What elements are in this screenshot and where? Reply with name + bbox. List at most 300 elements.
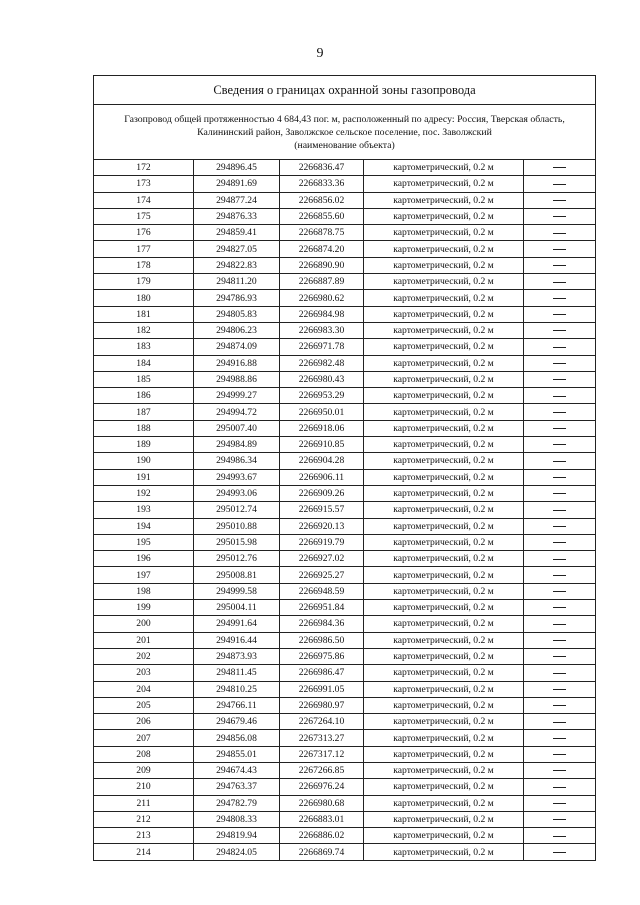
table-title: Сведения о границах охранной зоны газопровода bbox=[94, 76, 596, 105]
method-cell: картометрический, 0.2 м bbox=[364, 632, 524, 648]
dash-mark bbox=[553, 167, 566, 168]
y-coordinate-cell: 2266927.02 bbox=[280, 551, 364, 567]
x-coordinate-cell: 294811.20 bbox=[194, 274, 280, 290]
description-cell bbox=[524, 437, 596, 453]
x-coordinate-cell: 294810.25 bbox=[194, 681, 280, 697]
point-number-cell: 213 bbox=[94, 828, 194, 844]
dash-mark bbox=[553, 461, 566, 462]
y-coordinate-cell: 2267264.10 bbox=[280, 714, 364, 730]
dash-mark bbox=[553, 673, 566, 674]
x-coordinate-cell: 294763.37 bbox=[194, 779, 280, 795]
table-row bbox=[94, 306, 596, 322]
point-number-cell: 193 bbox=[94, 502, 194, 518]
page-number: 9 bbox=[316, 46, 324, 61]
method-cell: картометрический, 0.2 м bbox=[364, 795, 524, 811]
point-number-cell: 209 bbox=[94, 762, 194, 778]
method-cell: картометрический, 0.2 м bbox=[364, 355, 524, 371]
dash-mark bbox=[553, 803, 566, 804]
description-cell bbox=[524, 746, 596, 762]
dash-mark bbox=[553, 510, 566, 511]
dash-mark bbox=[553, 542, 566, 543]
description-line-3: (наименование объекта) bbox=[294, 139, 395, 151]
description-cell bbox=[524, 779, 596, 795]
method-cell: картометрический, 0.2 м bbox=[364, 160, 524, 176]
description-cell bbox=[524, 828, 596, 844]
table-row bbox=[94, 746, 596, 762]
dash-mark bbox=[553, 347, 566, 348]
x-coordinate-cell: 294993.06 bbox=[194, 485, 280, 501]
description-line-1: Газопровод общей протяженностью 4 684,43 пог. м, расположенный по адресу: Россия, Тверская область, bbox=[124, 113, 565, 125]
point-number-cell: 211 bbox=[94, 795, 194, 811]
description-cell bbox=[524, 616, 596, 632]
table-row bbox=[94, 632, 596, 648]
table-row bbox=[94, 730, 596, 746]
description-cell bbox=[524, 730, 596, 746]
method-cell: картометрический, 0.2 м bbox=[364, 208, 524, 224]
y-coordinate-cell: 2266915.57 bbox=[280, 502, 364, 518]
table-body bbox=[94, 160, 596, 861]
description-cell bbox=[524, 192, 596, 208]
y-coordinate-cell: 2266983.30 bbox=[280, 322, 364, 338]
table-title-row bbox=[94, 76, 596, 105]
method-cell: картометрический, 0.2 м bbox=[364, 420, 524, 436]
y-coordinate-cell: 2266991.05 bbox=[280, 681, 364, 697]
table-row bbox=[94, 485, 596, 501]
description-cell bbox=[524, 371, 596, 387]
point-number-cell: 173 bbox=[94, 176, 194, 192]
y-coordinate-cell: 2266887.89 bbox=[280, 274, 364, 290]
dash-mark bbox=[553, 559, 566, 560]
dash-mark bbox=[553, 265, 566, 266]
table-row bbox=[94, 502, 596, 518]
table-row bbox=[94, 437, 596, 453]
x-coordinate-cell: 294855.01 bbox=[194, 746, 280, 762]
y-coordinate-cell: 2266971.78 bbox=[280, 339, 364, 355]
x-coordinate-cell: 295007.40 bbox=[194, 420, 280, 436]
dash-mark bbox=[553, 575, 566, 576]
point-number-cell: 182 bbox=[94, 322, 194, 338]
dash-mark bbox=[553, 787, 566, 788]
method-cell: картометрический, 0.2 м bbox=[364, 697, 524, 713]
table-row bbox=[94, 697, 596, 713]
description-cell bbox=[524, 176, 596, 192]
dash-mark bbox=[553, 656, 566, 657]
boundary-table bbox=[93, 75, 596, 861]
description-cell bbox=[524, 274, 596, 290]
y-coordinate-cell: 2266890.90 bbox=[280, 257, 364, 273]
description-cell bbox=[524, 697, 596, 713]
description-cell bbox=[524, 388, 596, 404]
description-cell bbox=[524, 257, 596, 273]
dash-mark bbox=[553, 298, 566, 299]
y-coordinate-cell: 2266878.75 bbox=[280, 225, 364, 241]
y-coordinate-cell: 2266980.62 bbox=[280, 290, 364, 306]
description-line-2: Калининский район, Заволжское сельское поселение, пос. Заволжский bbox=[197, 126, 492, 138]
x-coordinate-cell: 294876.33 bbox=[194, 208, 280, 224]
point-number-cell: 177 bbox=[94, 241, 194, 257]
method-cell: картометрический, 0.2 м bbox=[364, 811, 524, 827]
point-number-cell: 200 bbox=[94, 616, 194, 632]
description-cell bbox=[524, 502, 596, 518]
method-cell: картометрический, 0.2 м bbox=[364, 388, 524, 404]
table-row bbox=[94, 453, 596, 469]
description-cell bbox=[524, 811, 596, 827]
description-cell bbox=[524, 714, 596, 730]
table-row bbox=[94, 469, 596, 485]
method-cell: картометрический, 0.2 м bbox=[364, 551, 524, 567]
dash-mark bbox=[553, 607, 566, 608]
description-cell bbox=[524, 306, 596, 322]
method-cell: картометрический, 0.2 м bbox=[364, 534, 524, 550]
x-coordinate-cell: 294822.83 bbox=[194, 257, 280, 273]
method-cell: картометрический, 0.2 м bbox=[364, 371, 524, 387]
x-coordinate-cell: 294766.11 bbox=[194, 697, 280, 713]
method-cell: картометрический, 0.2 м bbox=[364, 404, 524, 420]
method-cell: картометрический, 0.2 м bbox=[364, 225, 524, 241]
table-row bbox=[94, 665, 596, 681]
point-number-cell: 178 bbox=[94, 257, 194, 273]
description-cell bbox=[524, 648, 596, 664]
dash-mark bbox=[553, 640, 566, 641]
table-row bbox=[94, 616, 596, 632]
point-number-cell: 192 bbox=[94, 485, 194, 501]
method-cell: картометрический, 0.2 м bbox=[364, 730, 524, 746]
description-cell bbox=[524, 567, 596, 583]
table-row bbox=[94, 225, 596, 241]
x-coordinate-cell: 294993.67 bbox=[194, 469, 280, 485]
point-number-cell: 190 bbox=[94, 453, 194, 469]
point-number-cell: 191 bbox=[94, 469, 194, 485]
description-cell bbox=[524, 404, 596, 420]
y-coordinate-cell: 2267317.12 bbox=[280, 746, 364, 762]
x-coordinate-cell: 295010.88 bbox=[194, 518, 280, 534]
y-coordinate-cell: 2266976.24 bbox=[280, 779, 364, 795]
dash-mark bbox=[553, 493, 566, 494]
x-coordinate-cell: 294877.24 bbox=[194, 192, 280, 208]
x-coordinate-cell: 294808.33 bbox=[194, 811, 280, 827]
method-cell: картометрический, 0.2 м bbox=[364, 518, 524, 534]
x-coordinate-cell: 294991.64 bbox=[194, 616, 280, 632]
y-coordinate-cell: 2266951.84 bbox=[280, 600, 364, 616]
table-row bbox=[94, 518, 596, 534]
x-coordinate-cell: 295004.11 bbox=[194, 600, 280, 616]
object-description bbox=[94, 105, 596, 160]
method-cell: картометрический, 0.2 м bbox=[364, 469, 524, 485]
x-coordinate-cell: 294999.27 bbox=[194, 388, 280, 404]
dash-mark bbox=[553, 184, 566, 185]
point-number-cell: 175 bbox=[94, 208, 194, 224]
point-number-cell: 208 bbox=[94, 746, 194, 762]
method-cell: картометрический, 0.2 м bbox=[364, 762, 524, 778]
description-cell bbox=[524, 844, 596, 860]
table-row bbox=[94, 681, 596, 697]
point-number-cell: 196 bbox=[94, 551, 194, 567]
method-cell: картометрический, 0.2 м bbox=[364, 681, 524, 697]
method-cell: картометрический, 0.2 м bbox=[364, 322, 524, 338]
x-coordinate-cell: 294811.45 bbox=[194, 665, 280, 681]
method-cell: картометрический, 0.2 м bbox=[364, 453, 524, 469]
description-cell bbox=[524, 420, 596, 436]
method-cell: картометрический, 0.2 м bbox=[364, 616, 524, 632]
point-number-cell: 187 bbox=[94, 404, 194, 420]
y-coordinate-cell: 2266833.36 bbox=[280, 176, 364, 192]
point-number-cell: 212 bbox=[94, 811, 194, 827]
table-row bbox=[94, 208, 596, 224]
method-cell: картометрический, 0.2 м bbox=[364, 828, 524, 844]
description-cell bbox=[524, 241, 596, 257]
table-description-row bbox=[94, 105, 596, 160]
x-coordinate-cell: 295015.98 bbox=[194, 534, 280, 550]
description-cell bbox=[524, 208, 596, 224]
x-coordinate-cell: 294984.89 bbox=[194, 437, 280, 453]
table-row bbox=[94, 600, 596, 616]
y-coordinate-cell: 2266883.01 bbox=[280, 811, 364, 827]
method-cell: картометрический, 0.2 м bbox=[364, 583, 524, 599]
description-cell bbox=[524, 534, 596, 550]
point-number-cell: 176 bbox=[94, 225, 194, 241]
description-cell bbox=[524, 290, 596, 306]
point-number-cell: 214 bbox=[94, 844, 194, 860]
point-number-cell: 203 bbox=[94, 665, 194, 681]
dash-mark bbox=[553, 754, 566, 755]
table-row bbox=[94, 274, 596, 290]
y-coordinate-cell: 2266919.79 bbox=[280, 534, 364, 550]
dash-mark bbox=[553, 363, 566, 364]
point-number-cell: 197 bbox=[94, 567, 194, 583]
y-coordinate-cell: 2266918.06 bbox=[280, 420, 364, 436]
x-coordinate-cell: 294859.41 bbox=[194, 225, 280, 241]
dash-mark bbox=[553, 836, 566, 837]
method-cell: картометрический, 0.2 м bbox=[364, 779, 524, 795]
description-cell bbox=[524, 632, 596, 648]
method-cell: картометрический, 0.2 м bbox=[364, 502, 524, 518]
y-coordinate-cell: 2266904.28 bbox=[280, 453, 364, 469]
point-number-cell: 181 bbox=[94, 306, 194, 322]
dash-mark bbox=[553, 738, 566, 739]
method-cell: картометрический, 0.2 м bbox=[364, 257, 524, 273]
x-coordinate-cell: 294786.93 bbox=[194, 290, 280, 306]
method-cell: картометрический, 0.2 м bbox=[364, 176, 524, 192]
point-number-cell: 194 bbox=[94, 518, 194, 534]
description-cell bbox=[524, 225, 596, 241]
table-row bbox=[94, 714, 596, 730]
point-number-cell: 205 bbox=[94, 697, 194, 713]
table-row bbox=[94, 420, 596, 436]
y-coordinate-cell: 2266909.26 bbox=[280, 485, 364, 501]
y-coordinate-cell: 2266920.13 bbox=[280, 518, 364, 534]
x-coordinate-cell: 294674.43 bbox=[194, 762, 280, 778]
point-number-cell: 188 bbox=[94, 420, 194, 436]
description-cell bbox=[524, 453, 596, 469]
dash-mark bbox=[553, 591, 566, 592]
dash-mark bbox=[553, 428, 566, 429]
point-number-cell: 172 bbox=[94, 160, 194, 176]
dash-mark bbox=[553, 249, 566, 250]
y-coordinate-cell: 2266986.50 bbox=[280, 632, 364, 648]
point-number-cell: 186 bbox=[94, 388, 194, 404]
x-coordinate-cell: 294916.44 bbox=[194, 632, 280, 648]
table-row bbox=[94, 648, 596, 664]
x-coordinate-cell: 294873.93 bbox=[194, 648, 280, 664]
table-row bbox=[94, 339, 596, 355]
y-coordinate-cell: 2266856.02 bbox=[280, 192, 364, 208]
table-row bbox=[94, 567, 596, 583]
description-cell bbox=[524, 681, 596, 697]
table-row bbox=[94, 160, 596, 176]
table-row bbox=[94, 192, 596, 208]
description-cell bbox=[524, 665, 596, 681]
point-number-cell: 206 bbox=[94, 714, 194, 730]
method-cell: картометрический, 0.2 м bbox=[364, 600, 524, 616]
x-coordinate-cell: 294986.34 bbox=[194, 453, 280, 469]
dash-mark bbox=[553, 852, 566, 853]
y-coordinate-cell: 2266980.68 bbox=[280, 795, 364, 811]
point-number-cell: 174 bbox=[94, 192, 194, 208]
description-cell bbox=[524, 355, 596, 371]
table-row bbox=[94, 795, 596, 811]
y-coordinate-cell: 2266910.85 bbox=[280, 437, 364, 453]
method-cell: картометрический, 0.2 м bbox=[364, 274, 524, 290]
y-coordinate-cell: 2266982.48 bbox=[280, 355, 364, 371]
point-number-cell: 184 bbox=[94, 355, 194, 371]
description-cell bbox=[524, 485, 596, 501]
method-cell: картометрический, 0.2 м bbox=[364, 290, 524, 306]
description-cell bbox=[524, 795, 596, 811]
dash-mark bbox=[553, 379, 566, 380]
y-coordinate-cell: 2266975.86 bbox=[280, 648, 364, 664]
x-coordinate-cell: 294988.86 bbox=[194, 371, 280, 387]
table-row bbox=[94, 322, 596, 338]
description-cell bbox=[524, 160, 596, 176]
table-row bbox=[94, 176, 596, 192]
method-cell: картометрический, 0.2 м bbox=[364, 746, 524, 762]
x-coordinate-cell: 294782.79 bbox=[194, 795, 280, 811]
description-cell bbox=[524, 551, 596, 567]
point-number-cell: 179 bbox=[94, 274, 194, 290]
x-coordinate-cell: 295012.76 bbox=[194, 551, 280, 567]
table-row bbox=[94, 844, 596, 860]
x-coordinate-cell: 295008.81 bbox=[194, 567, 280, 583]
description-cell bbox=[524, 339, 596, 355]
point-number-cell: 195 bbox=[94, 534, 194, 550]
dash-mark bbox=[553, 233, 566, 234]
method-cell: картометрический, 0.2 м bbox=[364, 665, 524, 681]
dash-mark bbox=[553, 282, 566, 283]
dash-mark bbox=[553, 330, 566, 331]
table-row bbox=[94, 811, 596, 827]
x-coordinate-cell: 294874.09 bbox=[194, 339, 280, 355]
x-coordinate-cell: 294819.94 bbox=[194, 828, 280, 844]
table-row bbox=[94, 404, 596, 420]
y-coordinate-cell: 2266874.20 bbox=[280, 241, 364, 257]
table-row bbox=[94, 828, 596, 844]
method-cell: картометрический, 0.2 м bbox=[364, 844, 524, 860]
method-cell: картометрический, 0.2 м bbox=[364, 241, 524, 257]
dash-mark bbox=[553, 216, 566, 217]
point-number-cell: 210 bbox=[94, 779, 194, 795]
x-coordinate-cell: 294805.83 bbox=[194, 306, 280, 322]
x-coordinate-cell: 294994.72 bbox=[194, 404, 280, 420]
point-number-cell: 202 bbox=[94, 648, 194, 664]
table-row bbox=[94, 241, 596, 257]
table-row bbox=[94, 779, 596, 795]
x-coordinate-cell: 294916.88 bbox=[194, 355, 280, 371]
y-coordinate-cell: 2266869.74 bbox=[280, 844, 364, 860]
y-coordinate-cell: 2267313.27 bbox=[280, 730, 364, 746]
method-cell: картометрический, 0.2 м bbox=[364, 192, 524, 208]
point-number-cell: 180 bbox=[94, 290, 194, 306]
point-number-cell: 199 bbox=[94, 600, 194, 616]
y-coordinate-cell: 2266836.47 bbox=[280, 160, 364, 176]
dash-mark bbox=[553, 396, 566, 397]
table-row bbox=[94, 583, 596, 599]
x-coordinate-cell: 295012.74 bbox=[194, 502, 280, 518]
method-cell: картометрический, 0.2 м bbox=[364, 648, 524, 664]
dash-mark bbox=[553, 722, 566, 723]
method-cell: картометрический, 0.2 м bbox=[364, 339, 524, 355]
description-cell bbox=[524, 469, 596, 485]
method-cell: картометрический, 0.2 м bbox=[364, 485, 524, 501]
description-cell bbox=[524, 600, 596, 616]
y-coordinate-cell: 2266953.29 bbox=[280, 388, 364, 404]
x-coordinate-cell: 294856.08 bbox=[194, 730, 280, 746]
dash-mark bbox=[553, 705, 566, 706]
y-coordinate-cell: 2266980.43 bbox=[280, 371, 364, 387]
x-coordinate-cell: 294824.05 bbox=[194, 844, 280, 860]
y-coordinate-cell: 2266984.36 bbox=[280, 616, 364, 632]
dash-mark bbox=[553, 477, 566, 478]
y-coordinate-cell: 2266855.60 bbox=[280, 208, 364, 224]
description-cell bbox=[524, 762, 596, 778]
dash-mark bbox=[553, 770, 566, 771]
y-coordinate-cell: 2266925.27 bbox=[280, 567, 364, 583]
y-coordinate-cell: 2266886.02 bbox=[280, 828, 364, 844]
table-row bbox=[94, 388, 596, 404]
dash-mark bbox=[553, 526, 566, 527]
y-coordinate-cell: 2266986.47 bbox=[280, 665, 364, 681]
y-coordinate-cell: 2266980.97 bbox=[280, 697, 364, 713]
point-number-cell: 183 bbox=[94, 339, 194, 355]
dash-mark bbox=[553, 444, 566, 445]
dash-mark bbox=[553, 314, 566, 315]
table-row bbox=[94, 371, 596, 387]
method-cell: картометрический, 0.2 м bbox=[364, 714, 524, 730]
method-cell: картометрический, 0.2 м bbox=[364, 567, 524, 583]
table-row bbox=[94, 290, 596, 306]
table-row bbox=[94, 762, 596, 778]
y-coordinate-cell: 2267266.85 bbox=[280, 762, 364, 778]
x-coordinate-cell: 294999.58 bbox=[194, 583, 280, 599]
point-number-cell: 207 bbox=[94, 730, 194, 746]
point-number-cell: 189 bbox=[94, 437, 194, 453]
y-coordinate-cell: 2266906.11 bbox=[280, 469, 364, 485]
y-coordinate-cell: 2266948.59 bbox=[280, 583, 364, 599]
dash-mark bbox=[553, 200, 566, 201]
dash-mark bbox=[553, 819, 566, 820]
x-coordinate-cell: 294827.05 bbox=[194, 241, 280, 257]
x-coordinate-cell: 294896.45 bbox=[194, 160, 280, 176]
table-row bbox=[94, 551, 596, 567]
x-coordinate-cell: 294891.69 bbox=[194, 176, 280, 192]
table-row bbox=[94, 534, 596, 550]
description-cell bbox=[524, 583, 596, 599]
dash-mark bbox=[553, 624, 566, 625]
point-number-cell: 201 bbox=[94, 632, 194, 648]
x-coordinate-cell: 294806.23 bbox=[194, 322, 280, 338]
dash-mark bbox=[553, 689, 566, 690]
method-cell: картометрический, 0.2 м bbox=[364, 437, 524, 453]
dash-mark bbox=[553, 412, 566, 413]
